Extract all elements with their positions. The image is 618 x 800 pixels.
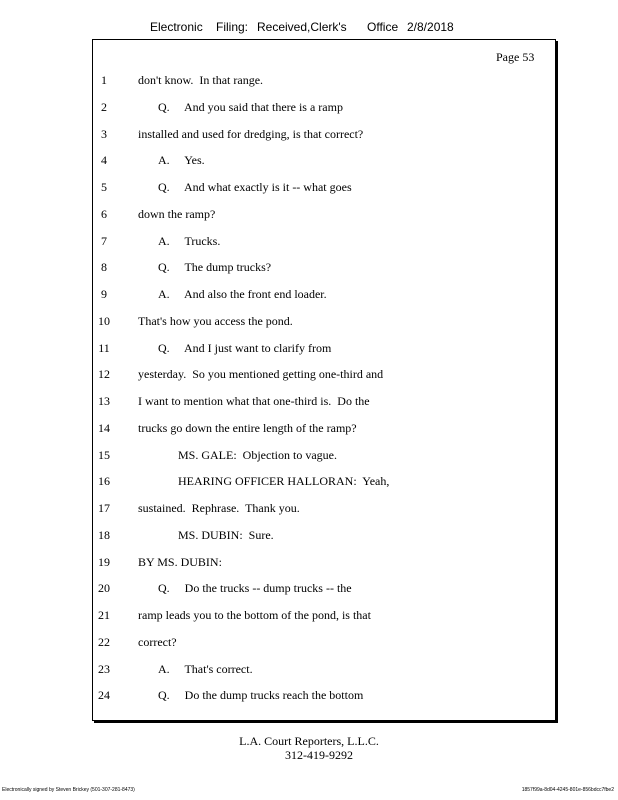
line-number: 12 (98, 367, 110, 382)
transcript-line (0, 528, 560, 546)
line-text: Q. Do the dump trucks reach the bottom (158, 688, 364, 703)
transcript-line (0, 314, 560, 332)
transcript-line (0, 180, 560, 198)
transcript-line (0, 100, 560, 118)
transcript-line (0, 394, 560, 412)
line-text: down the ramp? (138, 206, 216, 221)
transcript-line (0, 260, 560, 278)
header-office: Office (367, 20, 399, 34)
line-text: HEARING OFFICER HALLORAN: Yeah, (178, 474, 390, 489)
line-number: 3 (101, 126, 107, 141)
line-number: 10 (98, 313, 110, 328)
line-text: A. Trucks. (158, 233, 221, 248)
line-text: sustained. Rephrase. Thank you. (138, 501, 300, 515)
line-text: I want to mention what that one-third is. Do the (138, 394, 370, 408)
header-received: Received,Clerk's (257, 20, 347, 34)
line-number: 21 (98, 608, 110, 622)
line-number: 15 (98, 447, 110, 462)
line-text: Q. The dump trucks? (158, 260, 272, 275)
transcript-line (0, 555, 560, 573)
line-text: That's how you access the pond. (138, 313, 293, 328)
line-text: Q. Do the trucks -- dump trucks -- the (158, 581, 352, 596)
line-number: 20 (98, 581, 110, 596)
header-date: 2/8/2018 (407, 20, 454, 34)
line-number: 7 (101, 233, 107, 248)
transcript-line (0, 635, 560, 653)
page-number: Page 53 (496, 50, 535, 64)
line-number: 1 (101, 73, 107, 87)
line-number: 17 (98, 501, 110, 515)
filing-header (0, 20, 618, 38)
line-text: Q. And I just want to clarify from (158, 340, 332, 355)
transcript-line (0, 287, 560, 305)
transcript-line (0, 608, 560, 626)
transcript-line (0, 207, 560, 225)
line-number: 22 (98, 634, 110, 649)
line-number: 16 (98, 474, 110, 489)
transcript-line (0, 501, 560, 519)
line-number: 19 (98, 554, 110, 569)
line-text: MS. GALE: Objection to vague. (178, 447, 337, 462)
signature-right: 1857f99a-8d04-4245-801e-856bdcc7fbe2 (521, 787, 614, 793)
line-text: A. Yes. (158, 153, 205, 168)
transcript-line (0, 581, 560, 599)
footer-company: L.A. Court Reporters, L.L.C. (239, 734, 379, 748)
line-number: 24 (98, 688, 110, 703)
line-text: A. That's correct. (158, 661, 253, 676)
header-electronic: Electronic (150, 20, 203, 34)
line-text: A. And also the front end loader. (158, 287, 327, 301)
transcript-line (0, 688, 560, 706)
line-text: installed and used for dredging, is that correct? (138, 126, 364, 141)
transcript-line (0, 662, 560, 680)
line-number: 13 (98, 394, 110, 408)
line-number: 5 (101, 180, 107, 194)
transcript-line (0, 367, 560, 385)
transcript-line (0, 474, 560, 492)
line-text: BY MS. DUBIN: (138, 554, 222, 569)
transcript-line (0, 73, 560, 91)
transcript-line (0, 421, 560, 439)
line-number: 8 (101, 260, 107, 275)
line-number: 9 (101, 287, 107, 301)
line-text: correct? (138, 634, 177, 649)
line-number: 6 (101, 206, 107, 221)
line-number: 18 (98, 527, 110, 542)
line-text: Q. And you said that there is a ramp (158, 99, 343, 114)
line-text: don't know. In that range. (138, 73, 264, 87)
line-number: 14 (98, 420, 110, 435)
transcript-line (0, 341, 560, 359)
line-text: Q. And what exactly is it -- what goes (158, 180, 352, 194)
header-filing: Filing: (216, 20, 249, 34)
line-text: MS. DUBIN: Sure. (178, 527, 274, 542)
transcript-line (0, 127, 560, 145)
line-text: trucks go down the entire length of the ramp? (138, 420, 357, 435)
line-number: 11 (98, 340, 110, 355)
line-number: 2 (101, 99, 107, 114)
transcript-line (0, 234, 560, 252)
transcript-line (0, 153, 560, 171)
line-text: ramp leads you to the bottom of the pond, is that (138, 608, 371, 622)
transcript-line (0, 448, 560, 466)
line-number: 4 (101, 153, 107, 168)
line-number: 23 (98, 661, 110, 676)
signature-left: Electronically signed by Steven Brickey (501-307-281-8473) (2, 787, 135, 793)
footer-phone: 312-419-9292 (285, 748, 353, 762)
line-text: yesterday. So you mentioned getting one-third and (138, 367, 384, 382)
